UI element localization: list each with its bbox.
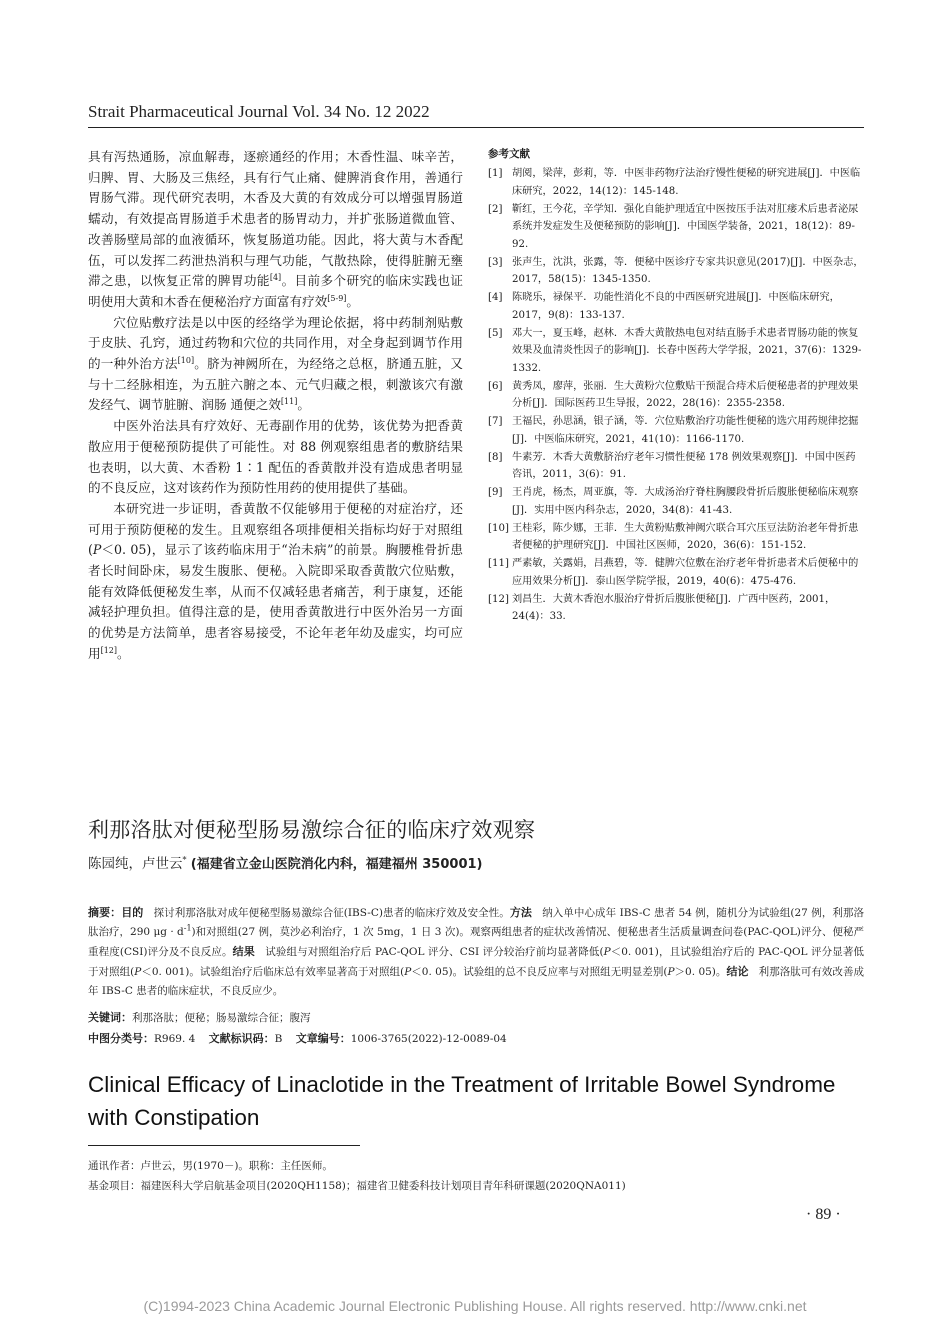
reference-item: [2] 靳红，王今花，辛学知．强化自能护理适宜中医按压手法对肛瘘术后患者泌尿系统并发症发生及便秘预防的影响[J]．中国医学装备，2021，18(12)：89-92. bbox=[488, 203, 859, 250]
references-title: 参考文献 bbox=[488, 148, 530, 160]
article-title: 利那洛肽对便秘型肠易激综合征的临床疗效观察 bbox=[88, 818, 536, 842]
reference-item: [11] 严素敏，关露娟，吕燕碧，等．健脾穴位敷在治疗老年骨折患者术后便秘中的应用效果分析[J]．泰山医学院学报，2019，40(6)：475-476. bbox=[488, 558, 859, 587]
reference-item: [1] 胡阅，梁萍，彭莉，等．中医非药物疗法治疗慢性便秘的研究进展[J]．中医临床研究，2022，14(12)：145-148. bbox=[488, 168, 861, 197]
citation: [5-9] bbox=[327, 293, 347, 303]
reference-item: [3] 张声生，沈洪，张露，等．便秘中医诊疗专家共识意见(2017)[J]．中医杂志，2017，58(15)：1345-1350. bbox=[488, 256, 864, 285]
english-title: Clinical Efficacy of Linaclotide in the Treatment of Irritable Bowel Syndrome with Constipation bbox=[88, 1072, 836, 1130]
paragraph-4: 本研究进一步证明，香黄散不仅能够用于便秘的对症治疗，还可用于预防便秘的发生。且观察组各项排便相关指标均好于对照组(P＜0. 05)，显示了该药临床用于“治未病”的前景。胸腰椎骨折患者长时间卧床，易发生腹胀、便秘。入院即采取香黄散穴位贴敷，能有效降低便秘发生率，从而不仅减轻患者痛苦，利于康复，还能减轻护理负担。值得注意的是，使用香黄散进行中医外治另一方面的优势是方法简单，患者容易接受，不论年老年幼及虚实，均可应用[12]。 bbox=[88, 500, 463, 661]
reference-item: [6] 黄秀凤，廖萍，张丽．生大黄粉穴位敷贴干预混合痔术后便秘患者的护理效果分析[J]．国际医药卫生导报，2022，28(16)：2355-2358. bbox=[488, 380, 859, 409]
conclusion-label: 结论 bbox=[726, 965, 749, 978]
reference-item: [8] 牛素芳．木香大黄敷脐治疗老年习惯性便秘 178 例效果观察[J]．中国中医药咨讯，2011，3(6)：91. bbox=[488, 451, 856, 480]
footnotes bbox=[88, 1156, 626, 1196]
paragraph-1: 具有泻热通肠，凉血解毒，逐瘀通经的作用；木香性温、味辛苦，归脾、胃、大肠及三焦经，具有行气止痛、健脾消食作用，善通行胃肠气滞。现代研究表明，木香及大黄的有效成分可以增强胃肠道蠕动，有效提高胃肠道手术患者的肠胃动力，并扩张肠道微血管、改善肠壁局部的血液循环，恢复肠道功能。因此，将大黄与木香配伍，可以发挥二药泄热消积与理气功能，气散热除，使得脏腑无壅滞之患，以恢复正常的脾胃功能[4]。目前多个研究的临床实践也证明使用大黄和木香在便秘治疗方面富有疗效[5-9]。 bbox=[88, 149, 464, 309]
funding-note: 基金项目：福建医科大学启航基金项目(2020QH1158)；福建省卫健委科技计划项目青年科研课题(2020QNA011) bbox=[88, 1180, 626, 1192]
affiliation: (福建省立金山医院消化内科，福建福州 350001) bbox=[190, 857, 483, 872]
corresponding-author-note: 通讯作者：卢世云，男(1970－)。职称：主任医师。 bbox=[88, 1160, 333, 1172]
header-divider bbox=[88, 127, 864, 128]
reference-item: [12] 刘昌生．大黄木香泡水服治疗骨折后腹胀便秘[J]．广西中医药，2001，24(4)：33. bbox=[488, 593, 836, 622]
abstract: 摘要：目的 探讨利那洛肽对成年便秘型肠易激综合征(IBS-C)患者的临床疗效及安全性。方法 纳入单中心成年 IBS-C 患者 54 例，随机分为试验组(27 例，利那洛肽治疗，290 $\mu g \cdot d^{-1}$)和对照组(27 例，莫沙必利治疗，1 次 5mg，1 日 3 次)。观察两组患者的症状改善情况、便秘患者生活质量调查问卷(PAC-QOL)评分、便秘严重程度(CSI)评分及不良反应。结果 试验组与对照组治疗后 PAC-QOL 评分、CSI 评分较治疗前均显著降低(P＜0. 001)，且试验组治疗后的 PAC-QOL 评分显著低于对照组(P＜0. 001)。试验组治疗后临床总有效率显著高于对照组(P＜0. 05)。试验组的总不良反应率与对照组无明显差别(P＞0. 05)。结论 利那洛肽可有效改善成年 IBS-C 患者的临床症状，不良反应少。 bbox=[88, 906, 865, 997]
citation: [12] bbox=[100, 645, 118, 655]
results-label: 结果 bbox=[232, 945, 255, 958]
corresponding-mark: * bbox=[182, 855, 187, 865]
author-names: 陈园纯，卢世云 bbox=[88, 856, 183, 872]
footnote-divider bbox=[88, 1145, 360, 1146]
abstract-label: 摘要： bbox=[88, 906, 122, 919]
paragraph-3: 中医外治法具有疗效好、无毒副作用的优势，该优势为把香黄散应用于便秘预防提供了可能性。对 88 例观察组患者的敷脐结果也表明，以大黄、木香粉 1∶1 配伍的香黄散并没有造成患者明显的不良反应，这对该药作为预防性用药的使用提供了基础。 bbox=[88, 418, 463, 496]
reference-item: [10] 王桂彩，陈少娜，王菲．生大黄粉贴敷神阙穴联合耳穴压豆法防治老年骨折患者便秘的护理研究[J]．中国社区医师，2020，36(6)：151-152. bbox=[488, 522, 859, 551]
citation: [10] bbox=[177, 355, 195, 365]
citation: [4] bbox=[269, 273, 282, 283]
keywords: 利那洛肽；便秘；肠易激综合征；腹泻 bbox=[132, 1012, 311, 1024]
reference-item: [4] 陈晓乐，禄保平．功能性消化不良的中西医研究进展[J]．中医临床研究，2017，9(8)：133-137. bbox=[488, 292, 840, 321]
references-section bbox=[488, 147, 865, 626]
classification-line: 中图分类号：R969. 4 文献标识码：B 文章编号：1006-3765(2022)-12-0089-04 bbox=[88, 1032, 507, 1045]
reference-item: [5] 邓大一，夏玉峰，赵林．木香大黄散热电包对结直肠手术患者胃肠功能的恢复效果及血清炎性因子的影响[J]．长春中医药大学学报，2021，37(6)：1329-1332. bbox=[488, 327, 862, 374]
copyright-watermark: (C)1994-2023 China Academic Journal Electronic Publishing House. All rights reserved. http://www.cnki.net bbox=[143, 1298, 807, 1314]
objective-label: 目的 bbox=[121, 906, 144, 919]
left-column bbox=[88, 147, 463, 665]
journal-header: Strait Pharmaceutical Journal Vol. 34 No. 12 2022 bbox=[88, 102, 430, 121]
methods-label: 方法 bbox=[509, 906, 532, 919]
reference-item: [7] 王福民，孙思涵，银子涵，等．穴位贴敷治疗功能性便秘的选穴用药规律挖掘[J]．中医临床研究，2021，41(10)：1166-1170. bbox=[488, 416, 859, 445]
page-number: · 89 · bbox=[806, 1206, 841, 1223]
keywords-line: 关键词：利那洛肽；便秘；肠易激综合征；腹泻 bbox=[88, 1011, 311, 1024]
authors-line bbox=[88, 852, 482, 872]
citation: [11] bbox=[280, 397, 298, 407]
paragraph-2: 穴位贴敷疗法是以中医的经络学为理论依据，将中药制剂贴敷于皮肤、孔窍，通过药物和穴位的共同作用，对全身起到调节作用的一种外治方法[10]。脐为神阙所在，为经络之总枢，脐通五脏，又与十二经脉相连，为五脏六腑之本、元气归藏之根，刺激该穴有激发经气、调节脏腑、润肠 通便之效[11]。 bbox=[88, 314, 464, 413]
reference-item: [9] 王肖虎，杨杰，周亚旗，等．大成汤治疗脊柱胸腰段骨折后腹胀便秘临床观察[J]．实用中医内科杂志，2020，34(8)：41-43. bbox=[488, 487, 859, 516]
